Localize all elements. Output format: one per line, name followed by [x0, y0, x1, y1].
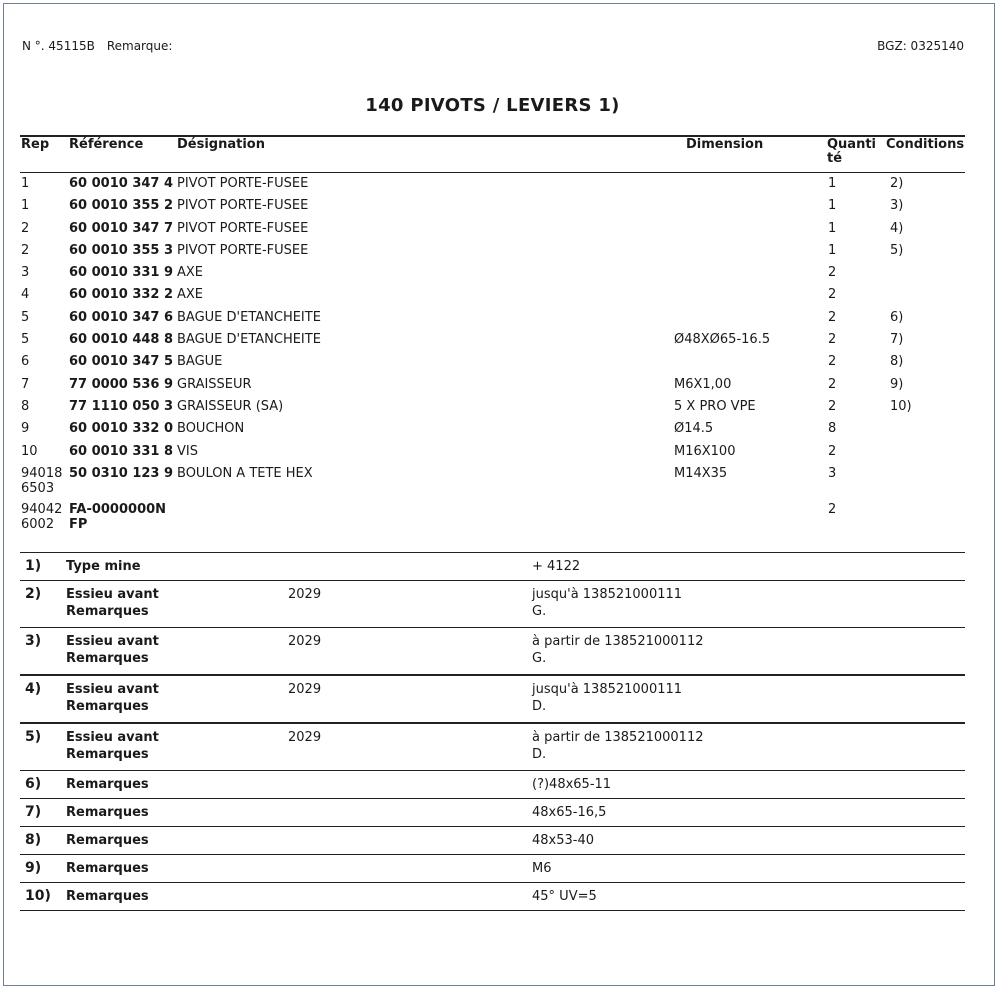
table-row — [20, 499, 965, 535]
table-row — [20, 195, 965, 217]
designation-cell: PIVOT PORTE-FUSEE — [177, 176, 309, 191]
rep-cell: 94042 6002 — [21, 501, 63, 532]
parts-table — [20, 135, 965, 535]
reference-cell: 60 0010 355 3 — [69, 242, 174, 258]
reference-cell: FA-0000000N FP — [69, 501, 167, 532]
quantity-cell: 2 — [828, 309, 837, 325]
col-dimension: Dimension — [686, 137, 764, 152]
condition-label: Remarques — [66, 805, 149, 820]
condition-value: jusqu'à 138521000111 G. — [532, 587, 683, 619]
condition-row — [20, 827, 965, 855]
condition-row — [20, 553, 965, 581]
designation-cell: AXE — [177, 287, 204, 303]
designation-cell: BOUCHON — [177, 421, 245, 437]
table-row — [20, 463, 965, 499]
condition-label: Essieu avant Remarques — [66, 587, 159, 619]
condition-row — [20, 855, 965, 883]
condition-number: 6) — [25, 776, 42, 792]
quantity-cell: 2 — [828, 265, 837, 281]
table-row — [20, 262, 965, 284]
condition-row — [20, 676, 965, 724]
table-row — [20, 329, 965, 351]
col-designation: Désignation — [177, 137, 265, 152]
rep-cell: 3 — [21, 265, 30, 281]
condition-number: 3) — [25, 633, 42, 649]
condition-cell: 3) — [890, 198, 904, 214]
condition-label: Remarques — [66, 889, 149, 904]
condition-number: 9) — [25, 860, 42, 876]
designation-cell: BAGUE D'ETANCHEITE — [177, 309, 321, 325]
condition-cell: 5) — [890, 242, 904, 258]
rep-cell: 9 — [21, 421, 30, 437]
condition-label: Essieu avant Remarques — [66, 730, 159, 762]
rep-cell: 10 — [21, 443, 38, 459]
condition-label: Remarques — [66, 861, 149, 876]
table-row — [20, 374, 965, 396]
condition-value: 48x65-16,5 — [532, 805, 607, 820]
rep-cell: 5 — [21, 309, 30, 325]
condition-cell: 10) — [890, 398, 912, 414]
parts-table-header — [20, 135, 965, 173]
condition-value: jusqu'à 138521000111 D. — [532, 682, 683, 714]
condition-row — [20, 883, 965, 911]
reference-cell: 60 0010 347 7 — [69, 220, 174, 236]
quantity-cell: 1 — [828, 242, 837, 258]
table-row — [20, 173, 965, 195]
dimension-cell: M16X100 — [674, 443, 736, 459]
dimension-cell: 5 X PRO VPE — [674, 398, 756, 414]
condition-year: 2029 — [288, 682, 322, 697]
condition-value: (?)48x65-11 — [532, 777, 612, 792]
condition-row — [20, 724, 965, 771]
quantity-cell: 2 — [828, 287, 837, 303]
condition-label: Essieu avant Remarques — [66, 634, 159, 666]
rep-cell: 7 — [21, 376, 30, 392]
designation-cell: GRAISSEUR — [177, 376, 252, 392]
condition-label: Type mine — [66, 559, 141, 574]
rep-cell: 4 — [21, 287, 30, 303]
condition-cell: 8) — [890, 354, 904, 370]
condition-year: 2029 — [288, 634, 322, 649]
condition-label: Remarques — [66, 777, 149, 792]
quantity-cell: 1 — [828, 220, 837, 236]
designation-cell: AXE — [177, 265, 204, 281]
doc-number: N °. 45115B — [22, 39, 95, 53]
condition-number: 2) — [25, 586, 42, 602]
quantity-cell: 2 — [828, 332, 837, 348]
dimension-cell: Ø48XØ65-16.5 — [674, 332, 771, 348]
bgz-number: BGZ: 0325140 — [877, 39, 964, 53]
dimension-cell: Ø14.5 — [674, 421, 714, 437]
condition-cell: 6) — [890, 309, 904, 325]
table-row — [20, 351, 965, 373]
condition-value: M6 — [532, 861, 552, 876]
dimension-cell: M14X35 — [674, 465, 728, 481]
conditions-table — [20, 552, 965, 911]
condition-row — [20, 581, 965, 628]
condition-value: à partir de 138521000112 D. — [532, 730, 704, 762]
condition-label: Remarques — [66, 833, 149, 848]
designation-cell: PIVOT PORTE-FUSEE — [177, 242, 309, 258]
reference-cell: 60 0010 347 4 — [69, 176, 174, 191]
table-row — [20, 441, 965, 463]
condition-year: 2029 — [288, 730, 322, 745]
table-row — [20, 307, 965, 329]
rep-cell: 94018 6503 — [21, 465, 63, 496]
condition-value: 48x53-40 — [532, 833, 595, 848]
condition-number: 10) — [25, 888, 51, 904]
quantity-cell: 2 — [828, 398, 837, 414]
quantity-cell: 2 — [828, 443, 837, 459]
header-left — [22, 39, 172, 53]
table-row — [20, 284, 965, 306]
rep-cell: 8 — [21, 398, 30, 414]
condition-value: 45° UV=5 — [532, 889, 597, 904]
condition-number: 5) — [25, 729, 42, 745]
reference-cell: 60 0010 355 2 — [69, 198, 174, 214]
col-reference: Référence — [69, 137, 144, 152]
reference-cell: 77 1110 050 3 — [69, 398, 174, 414]
table-row — [20, 418, 965, 440]
condition-row — [20, 799, 965, 827]
designation-cell: PIVOT PORTE-FUSEE — [177, 198, 309, 214]
quantity-cell: 3 — [828, 465, 837, 481]
reference-cell: 60 0010 332 2 — [69, 287, 174, 303]
page-title: 140 PIVOTS / LEVIERS 1) — [365, 95, 620, 116]
reference-cell: 60 0010 331 8 — [69, 443, 174, 459]
rep-cell: 2 — [21, 242, 30, 258]
condition-number: 1) — [25, 558, 42, 574]
condition-value: + 4122 — [532, 559, 581, 574]
reference-cell: 50 0310 123 9 — [69, 465, 174, 481]
parts-table-body — [20, 173, 965, 535]
condition-row — [20, 628, 965, 676]
rep-cell: 6 — [21, 354, 30, 370]
remark-label: Remarque: — [106, 39, 173, 53]
col-quantity: Quanti té — [827, 137, 877, 166]
condition-number: 7) — [25, 804, 42, 820]
reference-cell: 60 0010 331 9 — [69, 265, 174, 281]
designation-cell: PIVOT PORTE-FUSEE — [177, 220, 309, 236]
condition-year: 2029 — [288, 587, 322, 602]
reference-cell: 60 0010 347 5 — [69, 354, 174, 370]
quantity-cell: 8 — [828, 421, 837, 437]
designation-cell: VIS — [177, 443, 198, 459]
designation-cell: BAGUE — [177, 354, 223, 370]
table-row — [20, 396, 965, 418]
reference-cell: 60 0010 347 6 — [69, 309, 174, 325]
dimension-cell: M6X1,00 — [674, 376, 732, 392]
table-row — [20, 240, 965, 262]
reference-cell: 60 0010 448 8 — [69, 332, 174, 348]
quantity-cell: 2 — [828, 354, 837, 370]
condition-cell: 9) — [890, 376, 904, 392]
rep-cell: 1 — [21, 198, 30, 214]
designation-cell: BOULON A TETE HEX — [177, 465, 313, 481]
condition-number: 4) — [25, 681, 42, 697]
rep-cell: 1 — [21, 176, 30, 191]
condition-cell: 4) — [890, 220, 904, 236]
col-conditions: Conditions — [886, 137, 965, 152]
quantity-cell: 1 — [828, 176, 837, 191]
reference-cell: 60 0010 332 0 — [69, 421, 174, 437]
condition-cell: 2) — [890, 176, 904, 191]
reference-cell: 77 0000 536 9 — [69, 376, 174, 392]
condition-row — [20, 771, 965, 799]
designation-cell: GRAISSEUR (SA) — [177, 398, 284, 414]
col-rep: Rep — [21, 137, 50, 152]
condition-cell: 7) — [890, 332, 904, 348]
rep-cell: 5 — [21, 332, 30, 348]
quantity-cell: 1 — [828, 198, 837, 214]
table-row — [20, 218, 965, 240]
quantity-cell: 2 — [828, 376, 837, 392]
condition-number: 8) — [25, 832, 42, 848]
rep-cell: 2 — [21, 220, 30, 236]
condition-value: à partir de 138521000112 G. — [532, 634, 704, 666]
condition-label: Essieu avant Remarques — [66, 682, 159, 714]
quantity-cell: 2 — [828, 501, 837, 517]
designation-cell: BAGUE D'ETANCHEITE — [177, 332, 321, 348]
